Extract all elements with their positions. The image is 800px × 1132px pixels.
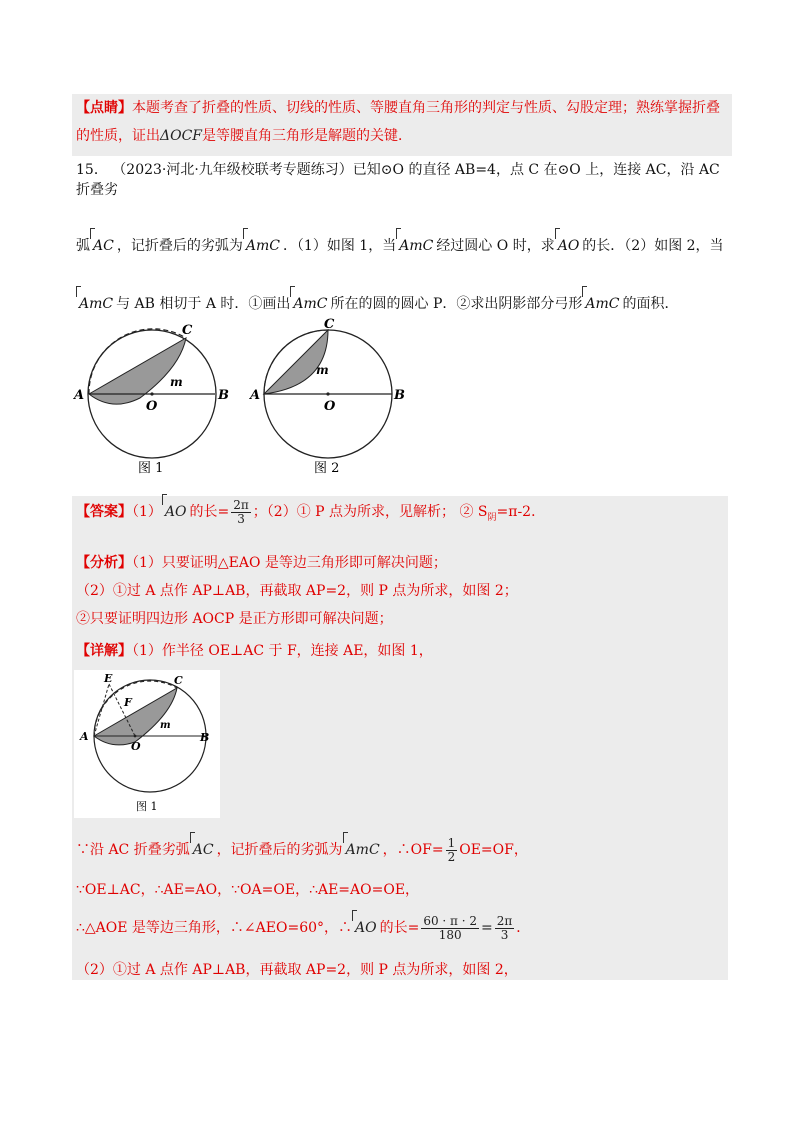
detail-step-2: ∵OE⊥AC，∴AE=AO，∵OA=OE，∴AE=AO=OE， [76,882,420,898]
fig2-label-a: A [250,388,261,403]
fig2-label-b: B [394,388,405,403]
fraction-2pi-3: $\frac{2\pi}{3}$ [233,497,249,526]
fig3-label-c: C [174,674,183,687]
dianjing-tag: 【点睛】 [76,100,132,116]
arc-ao: AO [165,498,187,522]
analysis-block [76,553,726,629]
fig1-label-c: C [182,323,193,338]
fig3-label-m: m [160,720,171,731]
fig3-label-b: B [200,731,210,744]
arc-amc: AmC [293,290,327,314]
analysis-line2: （2）①过 A 点作 AP⊥AB，再截取 AP=2，则 P 点为所求，如图 2； [76,583,518,599]
arc-ac: AC [93,232,114,256]
figure-1 [72,316,242,478]
analysis-tag: 【分析】 [76,555,132,571]
fig1-label-m: m [170,375,183,389]
arc-amc: AmC [346,836,380,860]
fig3-label-e: E [104,672,113,685]
answer-tag: 【答案】 [76,504,132,520]
dianjing-line1: 【点睛】本题考查了折叠的性质、切线的性质、等腰直角三角形的判定与性质、勾股定理；熟练掌握折叠 [76,100,720,116]
fig1-label-a: A [74,388,85,403]
fig1-label-o: O [146,399,158,414]
figure-1-detail [74,670,220,818]
fig3-caption: 图 1 [136,800,158,813]
fig3-label-o: O [131,740,141,753]
answer-line: 【答案】（1） AO 的长= $\frac{2\pi}{3}$ ；（2）① P 点为所求，见解析； ② $S_阴=\pi-2$． [76,497,546,526]
arc-amc: AmC [246,232,280,256]
arc-amc: AmC [585,290,619,314]
fig2-label-m: m [316,363,329,377]
arc-amc: AmC [79,290,113,314]
fig1-caption: 图 1 [138,461,164,476]
q15-line2: 弧 AC ，记折叠后的劣弧为 AmC ．（1）如图 1，当 AmC 经过圆心 O 时，求 AO 的长．（2）如图 2，当 [76,232,736,256]
fig2-caption: 图 2 [314,461,340,476]
triangle-ocf: ΔOCF [160,128,203,144]
fraction-one-half: $\frac{1}{2}$ [447,835,456,864]
arc-ao: AO [558,232,580,256]
fig3-label-a: A [80,730,89,743]
detail-tag: 【详解】 [76,643,132,659]
fig2-label-c: C [324,317,335,332]
fraction-arc-length: $\frac{60 \cdot \pi \cdot 2}{180}$ [423,913,478,942]
dianjing-block [72,94,732,156]
q15-line1: 15． （2023·河北·九年级校联考专题练习）已知⊙O 的直径 AB=4，点 C 在⊙O 上，连接 AC，沿 AC 折叠劣 [76,162,720,198]
arc-amc: AmC [399,232,433,256]
fraction-2pi-3: $\frac{2\pi}{3}$ [496,913,513,942]
detail-step-3: ∴△AOE 是等边三角形，∴∠AEO=60°，∴ AO 的长= $\frac{60 \cdot \pi \cdot 2}{180}$ = $\frac{2\pi}{3}$ ． [76,913,531,942]
arc-ao: AO [355,914,377,938]
detail-heading: 【详解】（1）作半径 OE⊥AC 于 F，连接 AE，如图 1， [76,643,433,659]
q15-line3: AmC 与 AB 相切于 A 时．①画出 AmC 所在的圆的圆心 P．②求出阴影部分弓形 AmC 的面积． [76,290,736,314]
detail-step-4: （2）①过 A 点作 AP⊥AB，再截取 AP=2，则 P 点为所求，如图 2， [76,962,518,978]
question-15 [76,160,736,314]
analysis-line3: ②只要证明四边形 AOCP 是正方形即可解决问题； [76,611,393,627]
fig2-label-o: O [324,399,336,414]
dianjing-line2: 的性质，证出ΔOCF是等腰直角三角形是解题的关键． [76,128,413,144]
fig3-label-f: F [124,696,132,709]
analysis-line1: 【分析】（1）只要证明△EAO 是等边三角形即可解决问题； [76,555,447,571]
detail-step-1: ∵沿 AC 折叠劣弧 AC ，记折叠后的劣弧为 AmC ，∴OF= $\frac{1}{2}$ OE=OF， [76,835,528,864]
arc-ac: AC [193,836,214,860]
fig1-label-b: B [218,388,229,403]
figure-2 [248,316,418,478]
